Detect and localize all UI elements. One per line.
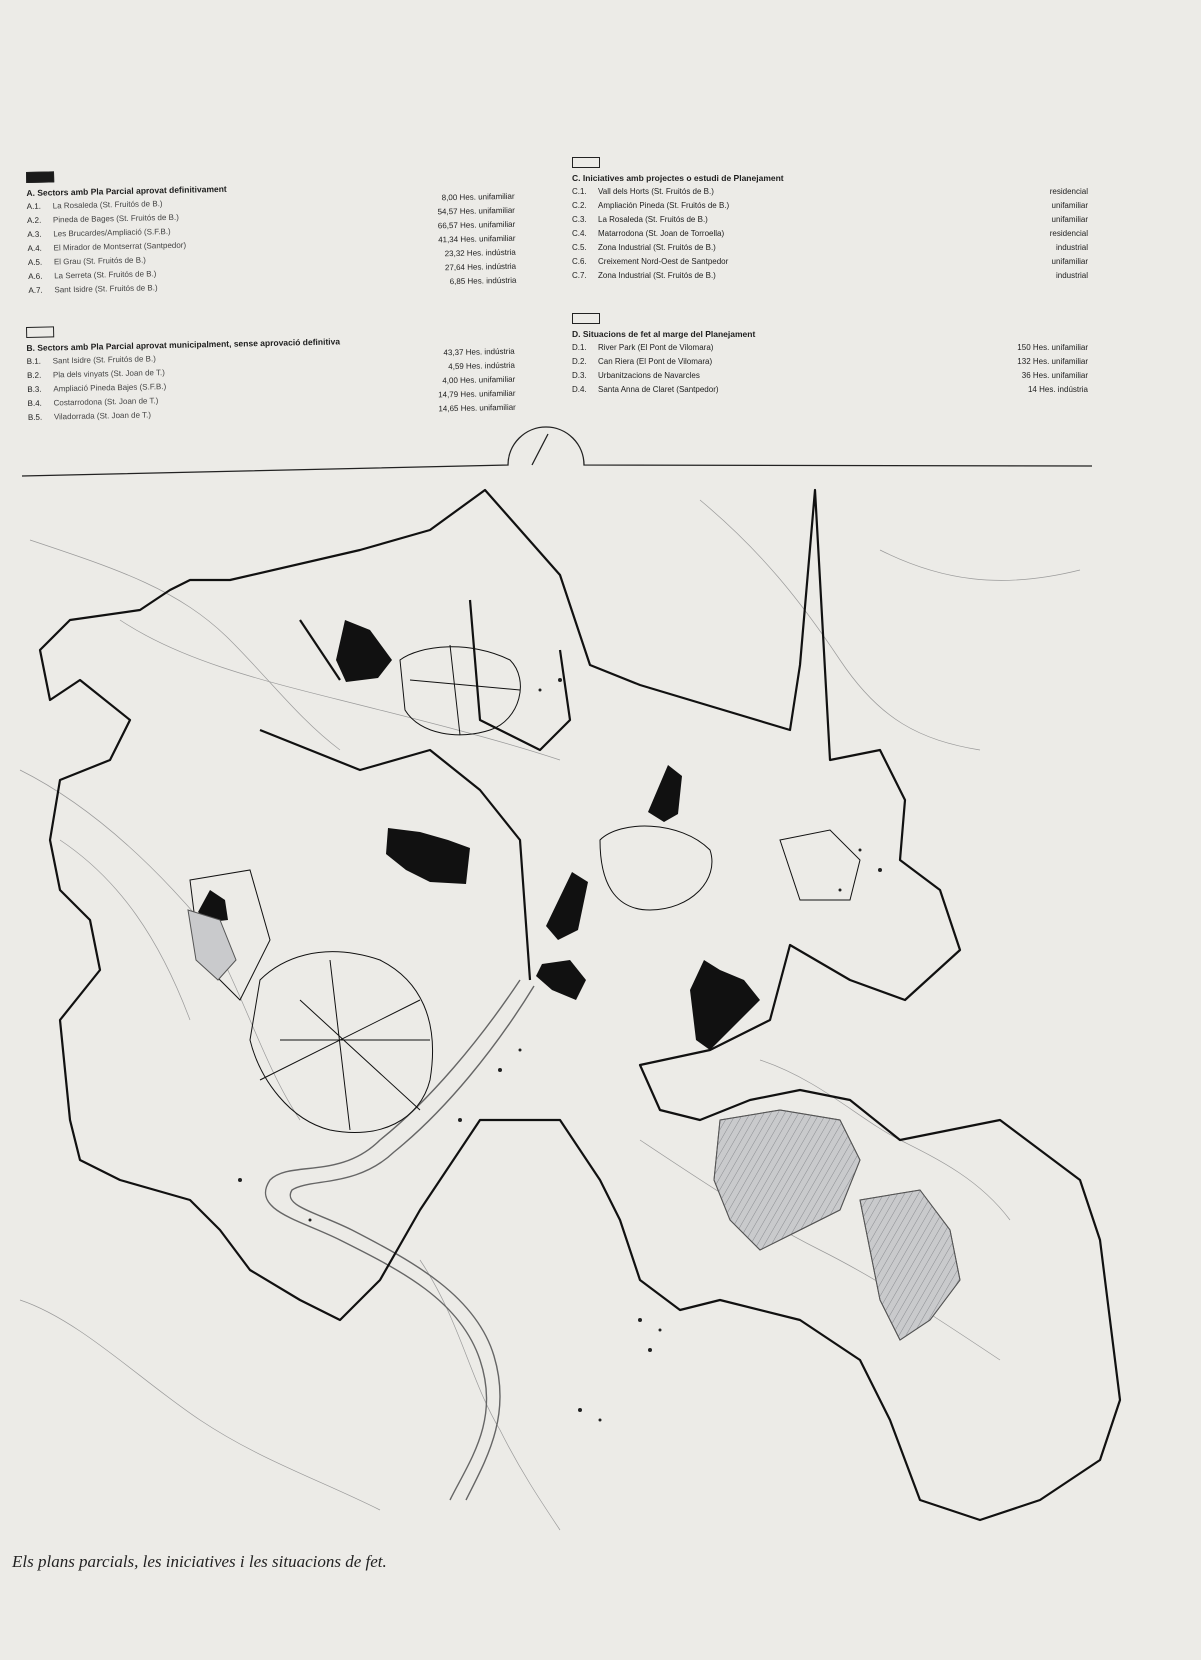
legend-row-d xyxy=(572,383,1088,397)
legend-value: 14,79 Hes. unifamiliar xyxy=(438,388,516,400)
legend-value: 27,64 Hes. indústria xyxy=(444,261,517,273)
legend-row-c xyxy=(572,241,1088,255)
legend-code: C.3. xyxy=(572,215,587,224)
contour-lines xyxy=(20,500,1080,1530)
legend-value: industrial xyxy=(1055,271,1088,280)
legend-heading-a: A. Sectors amb Pla Parcial aprovat definitivament xyxy=(26,183,227,198)
legend-heading-d: D. Situacions de fet al marge del Planejament xyxy=(572,329,756,339)
legend-code: C.1. xyxy=(572,187,587,196)
legend-code: D.1. xyxy=(572,343,587,352)
legend-code: D.3. xyxy=(572,371,587,380)
legend-name: Urbanitzacions de Navarcles xyxy=(598,371,700,380)
legend-name: Costarrodona (St. Joan de T.) xyxy=(53,396,159,408)
legend-name: Zona Industrial (St. Fruitós de B.) xyxy=(598,243,716,252)
legend-code: A.7. xyxy=(28,285,43,295)
legend-value: 150 Hes. unifamiliar xyxy=(1017,343,1088,352)
legend-code: B.4. xyxy=(27,398,42,408)
legend-name: La Rosaleda (St. Fruitós de B.) xyxy=(598,215,708,224)
legend-row-c xyxy=(572,255,1088,269)
legend-value: unifamiliar xyxy=(1051,201,1088,210)
legend-code: B.2. xyxy=(26,370,42,380)
legend-code: B.3. xyxy=(27,384,42,394)
separator-line xyxy=(22,427,1092,476)
legend-value: unifamiliar xyxy=(1051,215,1088,224)
legend-name: Sant Isidre (St. Fruitós de B.) xyxy=(54,283,158,295)
legend-value: 43,37 Hes. indústria xyxy=(443,346,515,358)
legend-row-c xyxy=(572,199,1088,213)
legend-name: Matarrodona (St. Joan de Torroella) xyxy=(598,229,725,238)
legend-value: 54,57 Hes. unifamiliar xyxy=(437,205,516,217)
legend-row-d xyxy=(572,369,1088,383)
legend-code: B.1. xyxy=(26,356,42,366)
legend-swatch-outline xyxy=(26,326,54,338)
legend-value: residencial xyxy=(1049,229,1088,238)
legend-code: C.4. xyxy=(572,229,587,238)
legend-items-c xyxy=(572,185,1088,283)
river-bank xyxy=(290,986,534,1500)
legend-items-b xyxy=(27,345,516,425)
legend-value: residencial xyxy=(1049,187,1088,196)
legend-row-c xyxy=(572,227,1088,241)
legend-name: Pla dels vinyats (St. Joan de T.) xyxy=(52,368,165,380)
legend-section-b xyxy=(26,317,516,425)
legend-value: 8,00 Hes. unifamiliar xyxy=(441,191,515,203)
legend-code: C.6. xyxy=(572,257,587,266)
legend-swatch-filled xyxy=(26,171,54,183)
legend-name: Creixement Nord-Oest de Santpedor xyxy=(598,257,729,266)
legend-value: 14,65 Hes. unifamiliar xyxy=(438,402,516,414)
legend-value: unifamiliar xyxy=(1051,257,1088,266)
legend-value: 14 Hes. indústria xyxy=(1027,385,1088,394)
legend-swatch-outline xyxy=(572,313,600,324)
legend-code: C.7. xyxy=(572,271,587,280)
legend-heading-c: C. Iniciatives amb projectes o estudi de Planejament xyxy=(572,173,784,183)
legend-value: 41,34 Hes. unifamiliar xyxy=(438,233,516,245)
legend-heading-b: B. Sectors amb Pla Parcial aprovat municipalment, sense aprovació definitiva xyxy=(26,336,341,353)
legend-value: 6,85 Hes. indústria xyxy=(449,275,517,287)
legend-code: A.4. xyxy=(27,243,42,253)
legend-code: A.3. xyxy=(27,229,42,239)
legend-swatch-outline xyxy=(572,157,600,168)
building-dots xyxy=(238,678,882,1422)
legend-name: El Mirador de Montserrat (Santpedor) xyxy=(53,240,187,253)
legend-name: Santa Anna de Claret (Santpedor) xyxy=(598,385,719,394)
legend-name: Sant Isidre (St. Fruitós de B.) xyxy=(52,354,156,366)
legend-name: Ampliació Pineda Bajes (S.F.B.) xyxy=(53,382,167,394)
legend-name: Can Riera (El Pont de Vilomara) xyxy=(598,357,713,366)
urban-areas xyxy=(190,645,860,1133)
municipal-boundaries xyxy=(40,490,1120,1520)
legend-name: Viladorrada (St. Joan de T.) xyxy=(53,410,152,422)
legend-row-d xyxy=(572,355,1088,369)
legend-row-d xyxy=(572,341,1088,355)
legend-name: Ampliación Pineda (St. Fruitós de B.) xyxy=(598,201,730,210)
legend-row-c xyxy=(572,269,1088,283)
map xyxy=(0,420,1201,1540)
legend-row-c xyxy=(572,213,1088,227)
legend-value: 132 Hes. unifamiliar xyxy=(1017,357,1088,366)
legend-name: La Serreta (St. Fruitós de B.) xyxy=(54,269,157,281)
map-caption: Els plans parcials, les iniciatives i les situacions de fet. xyxy=(12,1552,387,1571)
legend-code: A.6. xyxy=(28,271,43,281)
legend-section-a xyxy=(26,162,517,298)
legend-value: 23,32 Hes. indústria xyxy=(444,247,516,259)
legend-items-d xyxy=(572,341,1088,397)
legend-name: Zona Industrial (St. Fruitós de B.) xyxy=(598,271,716,280)
legend-value: 4,00 Hes. unifamiliar xyxy=(442,374,516,386)
legend-value: 66,57 Hes. unifamiliar xyxy=(437,219,516,231)
legend-value: 36 Hes. unifamiliar xyxy=(1021,371,1088,380)
legend-code: C.5. xyxy=(572,243,587,252)
legend-name: La Rosaleda (St. Fruitós de B.) xyxy=(52,199,163,211)
legend-section-d xyxy=(572,313,1088,397)
legend-code: A.1. xyxy=(26,201,42,211)
legend-code: A.2. xyxy=(26,215,42,225)
legend-code: B.5. xyxy=(27,412,43,422)
legend-code: D.2. xyxy=(572,357,587,366)
legend-name: River Park (El Pont de Vilomara) xyxy=(598,343,714,352)
legend-code: A.5. xyxy=(27,257,43,267)
legend-name: Les Brucardes/Ampliació (S.F.B.) xyxy=(53,226,171,239)
legend-value: 4,59 Hes. indústria xyxy=(448,360,516,372)
legend-code: D.4. xyxy=(572,385,587,394)
legend-name: El Grau (St. Fruitós de B.) xyxy=(53,255,146,267)
approved-sectors xyxy=(198,620,760,1050)
legend-name: Vall dels Horts (St. Fruitós de B.) xyxy=(598,187,714,196)
legend-row-c xyxy=(572,185,1088,199)
legend-items-a xyxy=(27,190,517,298)
legend-name: Pineda de Bages (St. Fruitós de B.) xyxy=(52,212,179,225)
legend-value: industrial xyxy=(1055,243,1088,252)
legend-code: C.2. xyxy=(572,201,587,210)
legend-section-c xyxy=(572,157,1088,283)
